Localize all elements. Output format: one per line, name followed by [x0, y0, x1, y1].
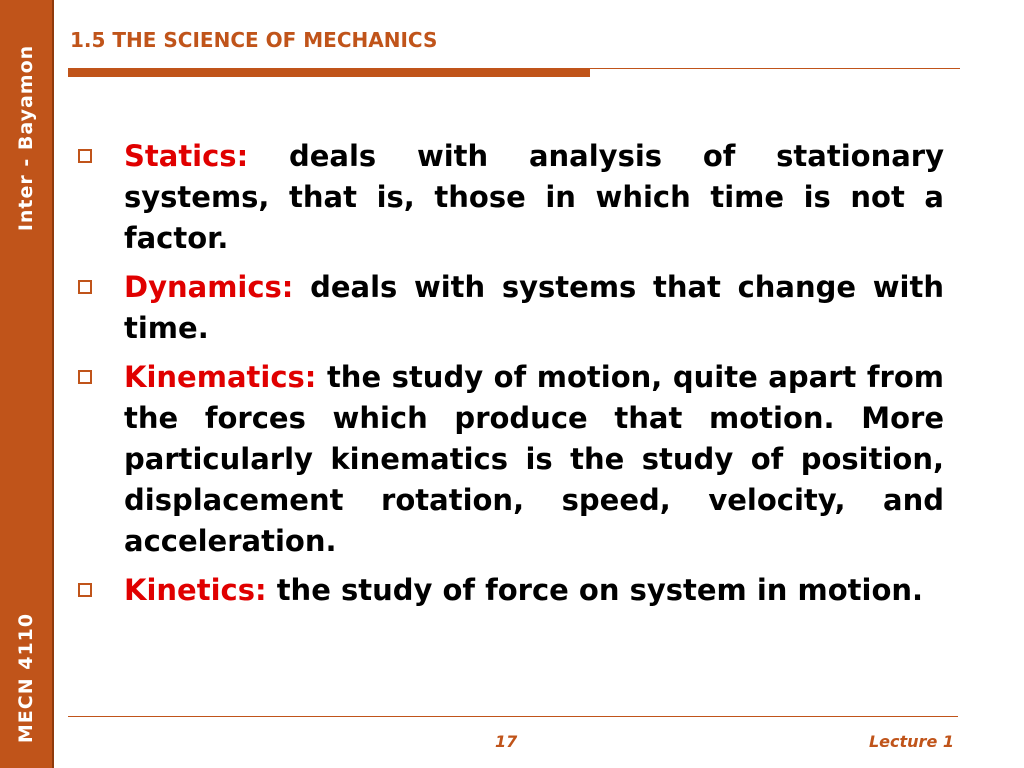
list-item-kinetics	[72, 570, 944, 611]
square-bullet-icon	[78, 370, 92, 384]
list-item-kinematics	[72, 357, 944, 562]
definition-kinematics: the study of motion, quite apart from the forces which produce that motion. More particularly kinematics is the study of position, displacement rotation, speed, velocity, and acceleration.	[124, 360, 944, 558]
definition-statics: deals with analysis of stationary systems, that is, those in which time is not a factor.	[124, 139, 944, 255]
bullet-list	[72, 136, 944, 619]
side-band-bottom-text: MECN 4110	[15, 612, 37, 744]
page-number: 17	[495, 732, 518, 751]
title-underline-bar	[68, 68, 590, 77]
side-band	[0, 0, 54, 768]
term-kinetics: Kinetics:	[124, 573, 267, 607]
lecture-label: Lecture 1	[868, 732, 954, 751]
list-item-statics	[72, 136, 944, 259]
side-band-top-text: Inter - Bayamon	[15, 44, 37, 232]
list-item-dynamics	[72, 267, 944, 349]
term-statics: Statics:	[124, 139, 249, 173]
title-underline-line	[590, 68, 960, 69]
definition-dynamics: deals with systems that change with time.	[124, 270, 944, 345]
definition-kinetics: the study of force on system in motion.	[266, 573, 924, 607]
square-bullet-icon	[78, 583, 92, 597]
square-bullet-icon	[78, 280, 92, 294]
footer-divider	[68, 716, 958, 717]
square-bullet-icon	[78, 149, 92, 163]
term-dynamics: Dynamics:	[124, 270, 294, 304]
term-kinematics: Kinematics:	[124, 360, 317, 394]
slide-title: 1.5 THE SCIENCE OF MECHANICS	[70, 28, 438, 52]
